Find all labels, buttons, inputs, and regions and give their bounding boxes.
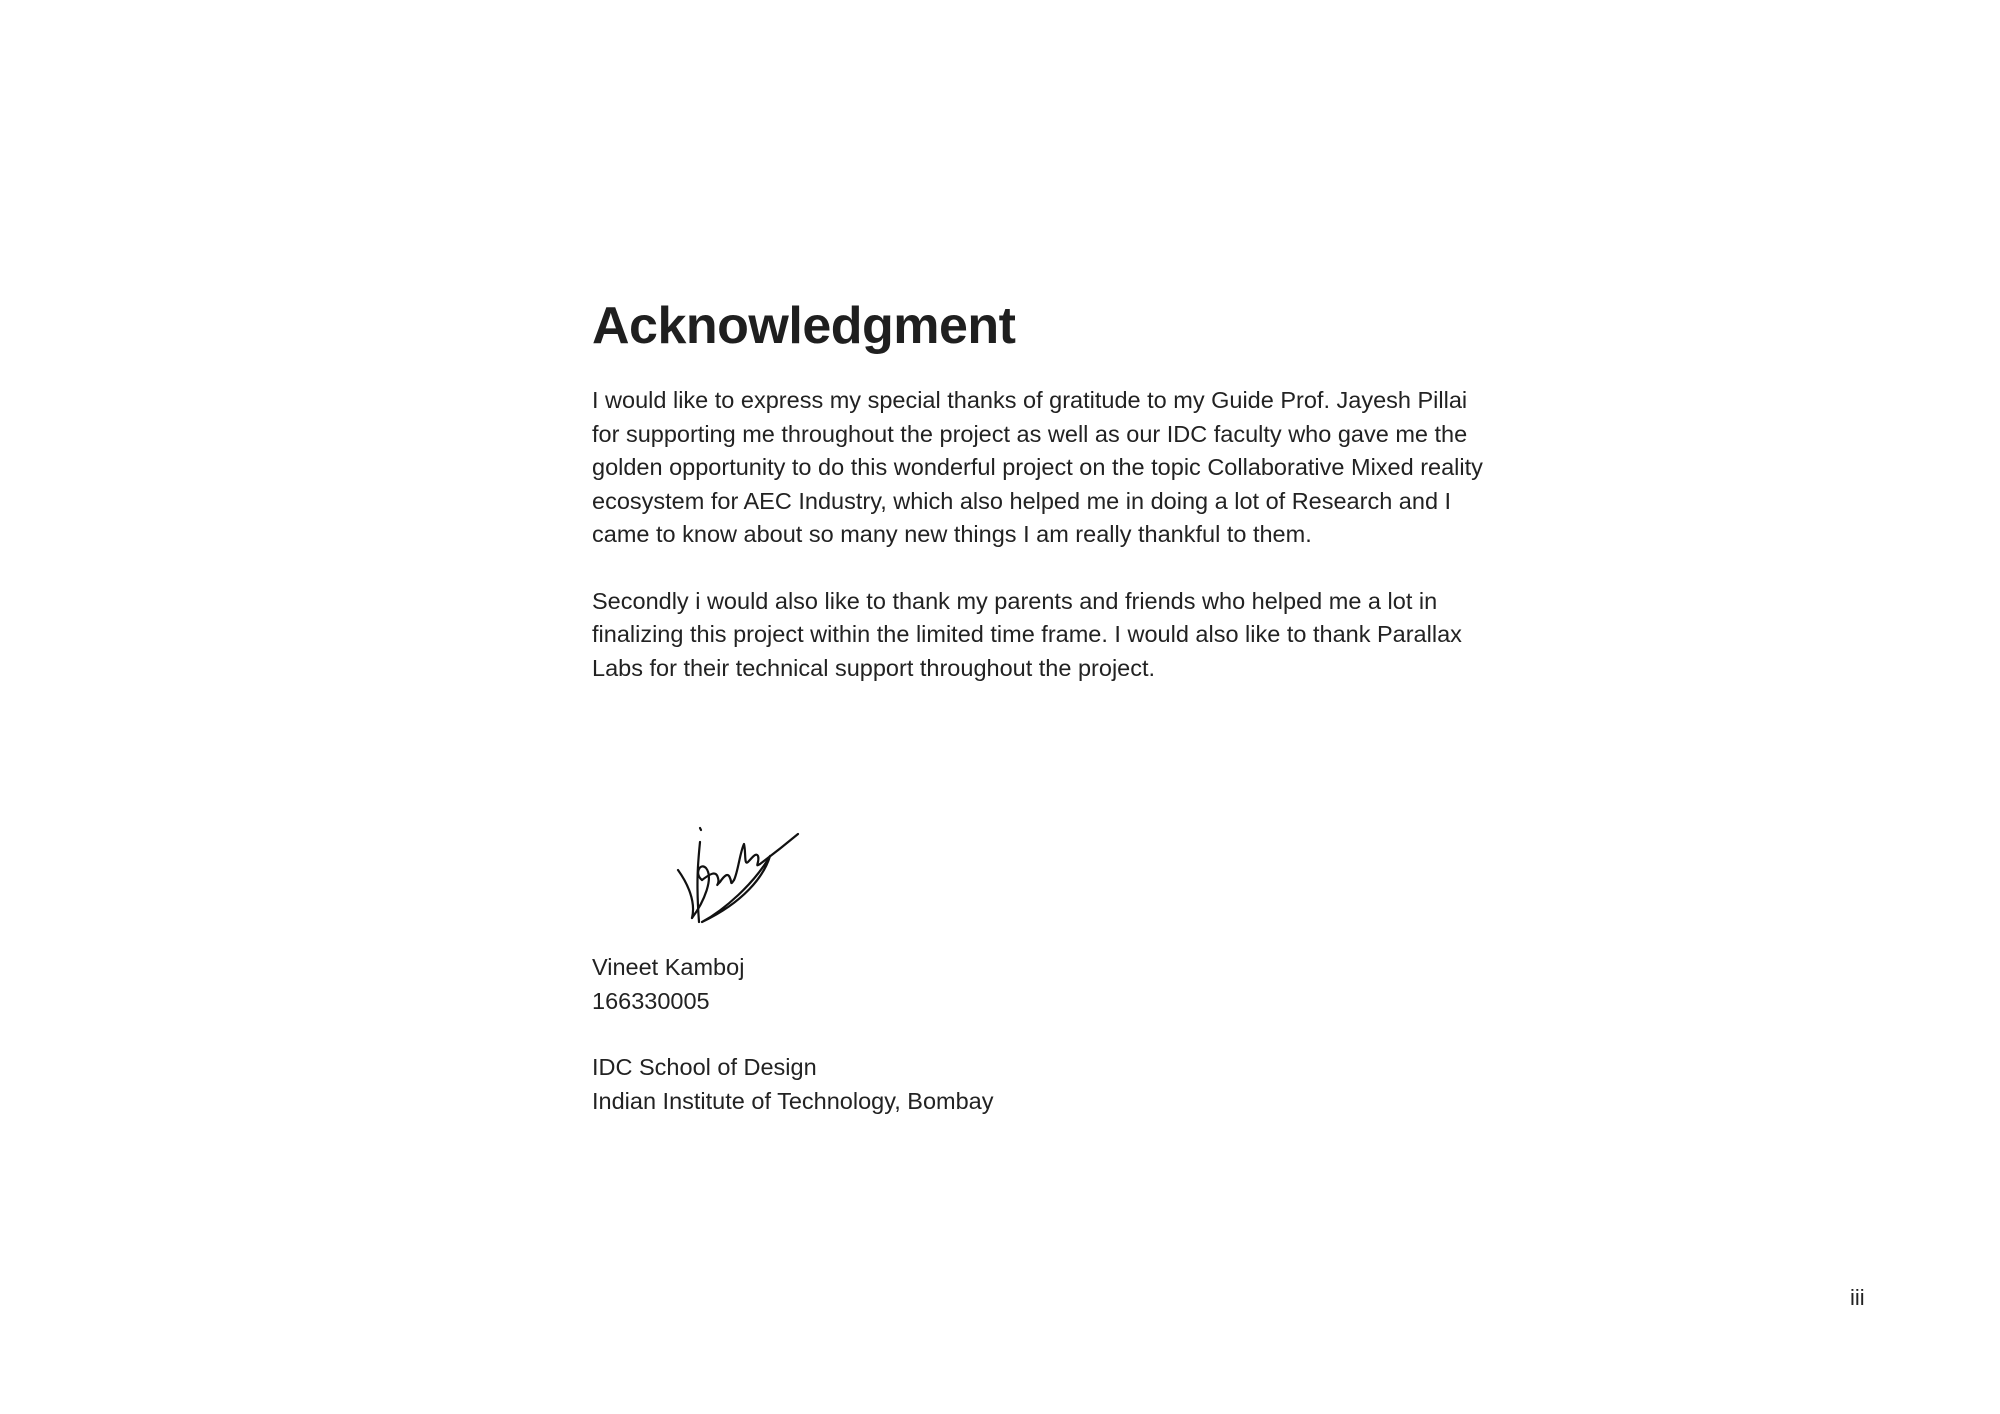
institution-block [592, 1051, 994, 1118]
page-number: iii [1850, 1285, 1865, 1310]
acknowledgment-section [592, 290, 1492, 685]
signature-image [674, 822, 804, 926]
page-title: Acknowledgment [592, 297, 1016, 355]
paragraph-gratitude: I would like to express my special thanks of gratitude to my Guide Prof. Jayesh Pillai for supporting me throughout the project as well as our IDC faculty who gave me the golden opportunity to do this wonderful project on the topic Collaborative Mixed reality ecosystem for AEC Industry, which also helped me in doing a lot of Research and I came to know about so many new things I am really thankful to them. [592, 387, 1483, 547]
author-name: Vineet Kamboj [592, 954, 745, 980]
paragraph-thanks: Secondly i would also like to thank my parents and friends who helped me a lot in finalizing this project within the limited time frame. I would also like to thank Parallax Labs for their technical support throughout the project. [592, 587, 1462, 681]
roll-number: 166330005 [592, 987, 710, 1014]
university-name: Indian Institute of Technology, Bombay [592, 1087, 994, 1114]
author-block [592, 951, 744, 1018]
school-name: IDC School of Design [592, 1054, 817, 1080]
